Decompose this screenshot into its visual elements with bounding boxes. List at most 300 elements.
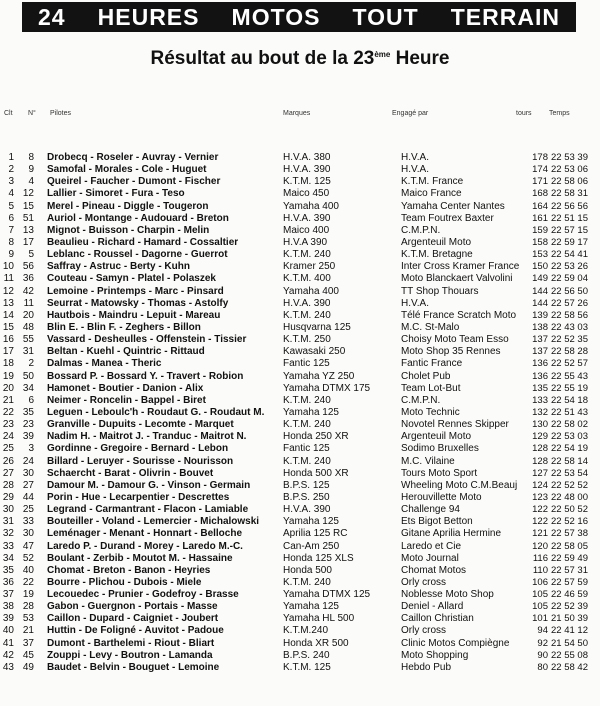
- make-cell: K.T.M. 125: [283, 661, 331, 673]
- entrant-cell: Ets Bigot Betton: [401, 516, 473, 528]
- table-row: [0, 334, 600, 346]
- riders-cell: Saffray - Astruc - Berty - Kuhn: [47, 261, 190, 273]
- bike-number-cell: 3: [28, 443, 34, 455]
- riders-cell: Schaercht - Barat - Olivrin - Bouvet: [47, 467, 214, 479]
- make-cell: H.V.A. 390: [283, 297, 331, 309]
- make-cell: B.P.S. 250: [283, 491, 330, 503]
- entrant-cell: K.T.M. France: [401, 176, 464, 188]
- make-cell: Honda XR 500: [283, 637, 349, 649]
- time-cell: 22 53 06: [551, 164, 588, 176]
- entrant-cell: Noblesse Moto Shop: [401, 589, 494, 601]
- entrant-cell: K.T.M. Bretagne: [401, 249, 473, 261]
- rank-cell: 7: [8, 224, 14, 236]
- entrant-cell: Sodimo Bruxelles: [401, 443, 479, 455]
- bike-number-cell: 49: [22, 661, 34, 673]
- riders-cell: Boulant - Zerbib - Moutot M. - Hassaine: [47, 552, 233, 564]
- riders-cell: Lemoine - Printemps - Marc - Pinsard: [47, 285, 224, 297]
- make-cell: Yamaha DTMX 125: [283, 589, 371, 601]
- rank-cell: 6: [8, 212, 14, 224]
- table-row: [0, 516, 600, 528]
- bike-number-cell: 40: [22, 564, 34, 576]
- entrant-cell: Gitane Aprilia Hermine: [401, 528, 502, 540]
- make-cell: Maico 400: [283, 224, 330, 236]
- table-row: [0, 164, 600, 176]
- rank-cell: 33: [2, 540, 14, 552]
- time-cell: 22 55 19: [551, 382, 588, 394]
- bike-number-cell: 9: [28, 164, 34, 176]
- entrant-cell: Moto Shop 35 Rennes: [401, 346, 501, 358]
- banner-word: TOUT: [352, 3, 419, 30]
- time-cell: 22 59 17: [551, 236, 588, 248]
- rank-cell: 5: [8, 200, 14, 212]
- riders-cell: Lallier - Simoret - Fura - Teso: [47, 188, 185, 200]
- table-row: [0, 152, 600, 164]
- time-cell: 21 54 50: [551, 637, 588, 649]
- laps-cell: 127: [532, 467, 548, 479]
- riders-cell: Bossard P. - Bossard Y. - Travert - Robion: [47, 370, 244, 382]
- make-cell: Aprilia 125 RC: [283, 528, 348, 540]
- table-row: [0, 601, 600, 613]
- banner-word: TERRAIN: [450, 3, 560, 30]
- rank-cell: 30: [2, 504, 14, 516]
- title-banner: [22, 2, 576, 32]
- table-row: [0, 286, 600, 298]
- table-row: [0, 188, 600, 200]
- make-cell: Yamaha DTMX 175: [283, 382, 371, 394]
- bike-number-cell: 6: [28, 394, 34, 406]
- time-cell: 21 50 39: [551, 613, 588, 625]
- entrant-cell: Deniel - Allard: [401, 601, 464, 613]
- entrant-cell: Novotel Rennes Skipper: [401, 419, 509, 431]
- laps-cell: 138: [532, 321, 548, 333]
- riders-cell: Blin E. - Blin F. - Zeghers - Billon: [47, 321, 201, 333]
- rank-cell: 34: [2, 552, 14, 564]
- rank-cell: 43: [2, 661, 14, 673]
- table-row: [0, 298, 600, 310]
- header-clt: Clt: [4, 110, 13, 117]
- time-cell: 22 59 04: [551, 273, 588, 285]
- table-row: [0, 371, 600, 383]
- table-row: [0, 213, 600, 225]
- riders-cell: Legrand - Carmantrant - Flacon - Lamiable: [47, 504, 249, 516]
- table-row: [0, 589, 600, 601]
- time-cell: 22 54 41: [551, 249, 588, 261]
- entrant-cell: Caillon Christian: [401, 613, 474, 625]
- time-cell: 22 58 31: [551, 188, 588, 200]
- table-row: [0, 358, 600, 370]
- time-cell: 22 52 39: [551, 601, 588, 613]
- make-cell: Can-Am 250: [283, 540, 340, 552]
- make-cell: H.V.A. 390: [283, 164, 331, 176]
- time-cell: 22 52 57: [551, 358, 588, 370]
- time-cell: 22 52 16: [551, 516, 588, 528]
- make-cell: K.T.M. 240: [283, 249, 331, 261]
- laps-cell: 136: [532, 370, 548, 382]
- laps-cell: 122: [532, 516, 548, 528]
- laps-cell: 120: [532, 540, 548, 552]
- riders-cell: Gordinne - Gregoire - Bernard - Lebon: [47, 443, 229, 455]
- entrant-cell: Moto Shopping: [401, 649, 469, 661]
- laps-cell: 137: [532, 346, 548, 358]
- time-cell: 22 54 19: [551, 443, 588, 455]
- bike-number-cell: 28: [22, 601, 34, 613]
- laps-cell: 92: [537, 637, 548, 649]
- make-cell: Yamaha YZ 250: [283, 370, 355, 382]
- time-cell: 22 59 49: [551, 552, 588, 564]
- riders-cell: Dumont - Barthelemi - Riout - Bliart: [47, 637, 215, 649]
- laps-cell: 149: [532, 273, 548, 285]
- bike-number-cell: 56: [22, 261, 34, 273]
- riders-cell: Leblanc - Roussel - Dagorne - Guerrot: [47, 249, 228, 261]
- time-cell: 22 58 14: [551, 455, 588, 467]
- time-cell: 22 58 05: [551, 540, 588, 552]
- riders-cell: Baudet - Belvin - Bouguet - Lemoine: [47, 661, 220, 673]
- rank-cell: 36: [2, 576, 14, 588]
- make-cell: Fantic 125: [283, 443, 330, 455]
- entrant-cell: H.V.A.: [401, 164, 429, 176]
- entrant-cell: Laredo et Cie: [401, 540, 462, 552]
- riders-cell: Leménager - Menant - Honnart - Belloche: [47, 528, 243, 540]
- make-cell: Yamaha 125: [283, 516, 339, 528]
- riders-cell: Billard - Leruyer - Sourisse - Nourisson: [47, 455, 234, 467]
- bike-number-cell: 17: [22, 236, 34, 248]
- table-row: [0, 225, 600, 237]
- bike-number-cell: 51: [22, 212, 34, 224]
- make-cell: Maico 450: [283, 188, 330, 200]
- make-cell: Husqvarna 125: [283, 321, 351, 333]
- bike-number-cell: 20: [22, 309, 34, 321]
- riders-cell: Lecouedec - Prunier - Godefroy - Brasse: [47, 589, 239, 601]
- laps-cell: 122: [532, 504, 548, 516]
- time-cell: 22 55 43: [551, 370, 588, 382]
- laps-cell: 159: [532, 224, 548, 236]
- table-row: [0, 528, 600, 540]
- laps-cell: 136: [532, 358, 548, 370]
- header-temps: Temps: [549, 110, 570, 117]
- time-cell: 22 46 59: [551, 589, 588, 601]
- table-row: [0, 431, 600, 443]
- make-cell: Honda 125 XLS: [283, 552, 354, 564]
- entrant-cell: Télé France Scratch Moto: [401, 309, 517, 321]
- rank-cell: 19: [2, 370, 14, 382]
- bike-number-cell: 50: [22, 370, 34, 382]
- make-cell: K.T.M. 125: [283, 176, 331, 188]
- time-cell: 22 52 52: [551, 479, 588, 491]
- time-cell: 22 56 50: [551, 285, 588, 297]
- entrant-cell: Maico France: [401, 188, 462, 200]
- bike-number-cell: 11: [23, 297, 34, 309]
- subtitle-suffix: Heure: [390, 48, 450, 69]
- rank-cell: 4: [8, 188, 14, 200]
- time-cell: 22 50 52: [551, 504, 588, 516]
- bike-number-cell: 13: [22, 224, 34, 236]
- laps-cell: 124: [532, 479, 548, 491]
- table-row: [0, 504, 600, 516]
- time-cell: 22 55 08: [551, 649, 588, 661]
- rank-cell: 24: [2, 431, 14, 443]
- time-cell: 22 52 35: [551, 334, 588, 346]
- bike-number-cell: 4: [28, 176, 34, 188]
- riders-cell: Vassard - Desheulles - Offenstein - Tissier: [47, 334, 247, 346]
- rank-cell: 25: [2, 443, 14, 455]
- make-cell: Yamaha 125: [283, 406, 339, 418]
- make-cell: H.V.A. 390: [283, 504, 331, 516]
- time-cell: 22 43 03: [551, 321, 588, 333]
- bike-number-cell: 33: [22, 516, 34, 528]
- make-cell: Yamaha 400: [283, 285, 339, 297]
- laps-cell: 161: [532, 212, 548, 224]
- time-cell: 22 57 31: [551, 564, 588, 576]
- bike-number-cell: 15: [22, 200, 34, 212]
- entrant-cell: Wheeling Moto C.M.Beauj: [401, 479, 518, 491]
- time-cell: 22 56 56: [551, 200, 588, 212]
- table-row: [0, 625, 600, 637]
- riders-cell: Mignot - Buisson - Charpin - Melin: [47, 224, 210, 236]
- table-row: [0, 468, 600, 480]
- bike-number-cell: 25: [22, 504, 34, 516]
- laps-cell: 128: [532, 443, 548, 455]
- bike-number-cell: 45: [22, 649, 34, 661]
- table-row: [0, 565, 600, 577]
- rank-cell: 18: [2, 358, 14, 370]
- make-cell: H.V.A. 380: [283, 152, 331, 163]
- header-tours: tours: [516, 110, 532, 117]
- rank-cell: 27: [2, 467, 14, 479]
- table-row: [0, 613, 600, 625]
- table-row: [0, 346, 600, 358]
- laps-cell: 133: [532, 394, 548, 406]
- entrant-cell: Clinic Motos Compiègne: [401, 637, 510, 649]
- make-cell: K.T.M. 240: [283, 576, 331, 588]
- bike-number-cell: 30: [22, 528, 34, 540]
- laps-cell: 132: [532, 406, 548, 418]
- laps-cell: 106: [532, 576, 548, 588]
- laps-cell: 174: [532, 164, 548, 176]
- banner-word: 24: [38, 3, 66, 30]
- make-cell: H.V.A. 390: [283, 212, 331, 224]
- laps-cell: 130: [532, 419, 548, 431]
- bike-number-cell: 47: [22, 540, 34, 552]
- time-cell: 22 48 00: [551, 491, 588, 503]
- riders-cell: Nadim H. - Maitrot J. - Tranduc - Maitrot N.: [47, 431, 247, 443]
- riders-cell: Caillon - Dupard - Caigniet - Joubert: [47, 613, 219, 625]
- entrant-cell: Yamaha Center Nantes: [401, 200, 505, 212]
- bike-number-cell: 22: [22, 576, 34, 588]
- time-cell: 22 57 38: [551, 528, 588, 540]
- make-cell: B.P.S. 125: [283, 479, 330, 491]
- entrant-cell: Argenteuil Moto: [401, 431, 472, 443]
- laps-cell: 137: [532, 334, 548, 346]
- riders-cell: Damour M. - Damour G. - Vinson - Germain: [47, 479, 251, 491]
- entrant-cell: C.M.P.N.: [401, 224, 441, 236]
- rank-cell: 9: [8, 249, 14, 261]
- riders-cell: Bouteiller - Voland - Lemercier - Michalowski: [47, 516, 260, 528]
- make-cell: K.T.M. 240: [283, 309, 331, 321]
- rank-cell: 12: [2, 285, 14, 297]
- bike-number-cell: 12: [22, 188, 34, 200]
- table-row: [0, 492, 600, 504]
- entrant-cell: Moto Technic: [401, 406, 460, 418]
- table-row: [0, 638, 600, 650]
- laps-cell: 178: [532, 152, 548, 163]
- riders-cell: Dalmas - Manea - Theric: [47, 358, 162, 370]
- rank-cell: 14: [2, 309, 14, 321]
- table-row: [0, 650, 600, 662]
- header-marques: Marques: [283, 110, 311, 117]
- time-cell: 22 51 15: [551, 212, 588, 224]
- rank-cell: 26: [2, 455, 14, 467]
- time-cell: 22 53 26: [551, 261, 588, 273]
- riders-cell: Drobecq - Roseler - Auvray - Vernier: [47, 152, 219, 163]
- table-row: [0, 176, 600, 188]
- bike-number-cell: 34: [22, 382, 34, 394]
- make-cell: B.P.S. 240: [283, 649, 330, 661]
- rank-cell: 38: [2, 601, 14, 613]
- rank-cell: 3: [8, 176, 14, 188]
- entrant-cell: M.C. Vilaine: [401, 455, 455, 467]
- rank-cell: 40: [2, 625, 14, 637]
- riders-cell: Laredo P. - Durand - Morey - Laredo M.-C.: [47, 540, 243, 552]
- table-row: [0, 237, 600, 249]
- bike-number-cell: 42: [22, 285, 34, 297]
- rank-cell: 28: [2, 479, 14, 491]
- riders-cell: Beltan - Kuehl - Quintric - Rittaud: [47, 346, 205, 358]
- entrant-cell: Moto Journal: [401, 552, 459, 564]
- riders-cell: Porin - Hue - Lecarpentier - Descrettes: [47, 491, 230, 503]
- entrant-cell: Fantic France: [401, 358, 463, 370]
- laps-cell: 129: [532, 431, 548, 443]
- make-cell: K.T.M. 240: [283, 455, 331, 467]
- bike-number-cell: 24: [22, 455, 34, 467]
- entrant-cell: Choisy Moto Team Esso: [401, 334, 509, 346]
- time-cell: 22 41 12: [551, 625, 588, 637]
- riders-cell: Chomat - Breton - Banon - Heyries: [47, 564, 211, 576]
- rank-cell: 8: [8, 236, 14, 248]
- time-cell: 22 58 56: [551, 309, 588, 321]
- entrant-cell: H.V.A.: [401, 152, 429, 163]
- make-cell: Yamaha 400: [283, 200, 339, 212]
- entrant-cell: Tours Moto Sport: [401, 467, 478, 479]
- bike-number-cell: 39: [22, 431, 34, 443]
- rank-cell: 35: [2, 564, 14, 576]
- make-cell: Yamaha HL 500: [283, 613, 355, 625]
- bike-number-cell: 2: [28, 358, 34, 370]
- riders-cell: Beaulieu - Richard - Hamard - Cossaltier: [47, 236, 239, 248]
- table-row: [0, 407, 600, 419]
- laps-cell: 101: [532, 613, 548, 625]
- make-cell: H.V.A 390: [283, 236, 328, 248]
- laps-cell: 105: [532, 601, 548, 613]
- laps-cell: 123: [532, 491, 548, 503]
- entrant-cell: Team Lot-But: [401, 382, 461, 394]
- riders-cell: Neimer - Roncelin - Bappel - Biret: [47, 394, 206, 406]
- table-row: [0, 261, 600, 273]
- laps-cell: 116: [532, 552, 548, 564]
- rank-cell: 10: [2, 261, 14, 273]
- riders-cell: Huttin - De Foligné - Auvitot - Padoue: [47, 625, 224, 637]
- bike-number-cell: 21: [22, 625, 34, 637]
- bike-number-cell: 52: [22, 552, 34, 564]
- time-cell: 22 53 03: [551, 431, 588, 443]
- rank-cell: 22: [2, 406, 14, 418]
- riders-cell: Samofal - Morales - Cole - Huguet: [47, 164, 207, 176]
- table-row: [0, 541, 600, 553]
- rank-cell: 13: [2, 297, 14, 309]
- riders-cell: Auriol - Montange - Audouard - Breton: [47, 212, 229, 224]
- bike-number-cell: 35: [22, 406, 34, 418]
- time-cell: 22 58 02: [551, 419, 588, 431]
- laps-cell: 90: [537, 649, 548, 661]
- entrant-cell: C.M.P.N.: [401, 394, 441, 406]
- laps-cell: 153: [532, 249, 548, 261]
- table-row: [0, 419, 600, 431]
- time-cell: 22 57 15: [551, 224, 588, 236]
- table-row: [0, 456, 600, 468]
- bike-number-cell: 37: [22, 637, 34, 649]
- table-row: [0, 249, 600, 261]
- riders-cell: Bourre - Plichou - Dubois - Miele: [47, 576, 202, 588]
- time-cell: 22 53 39: [551, 152, 588, 163]
- bike-number-cell: 53: [22, 613, 34, 625]
- rank-cell: 29: [2, 491, 14, 503]
- riders-cell: Hamonet - Boutier - Danion - Alix: [47, 382, 204, 394]
- time-cell: 22 57 59: [551, 576, 588, 588]
- table-row: [0, 443, 600, 455]
- rank-cell: 16: [2, 334, 14, 346]
- laps-cell: 158: [532, 236, 548, 248]
- rank-cell: 31: [2, 516, 14, 528]
- page-subtitle: [0, 48, 600, 70]
- entrant-cell: Inter Cross Kramer France: [401, 261, 520, 273]
- entrant-cell: Herouvillette Moto: [401, 491, 482, 503]
- time-cell: 22 58 28: [551, 346, 588, 358]
- entrant-cell: Orly cross: [401, 576, 446, 588]
- make-cell: K.T.M. 240: [283, 394, 331, 406]
- rank-cell: 17: [2, 346, 14, 358]
- laps-cell: 128: [532, 455, 548, 467]
- rank-cell: 37: [2, 589, 14, 601]
- subtitle-superscript: ème: [374, 50, 391, 59]
- laps-cell: 94: [537, 625, 548, 637]
- laps-cell: 110: [532, 564, 548, 576]
- table-row: [0, 662, 600, 674]
- laps-cell: 171: [532, 176, 548, 188]
- make-cell: K.T.M.240: [283, 625, 329, 637]
- results-table: [0, 152, 600, 674]
- table-row: [0, 383, 600, 395]
- entrant-cell: Cholet Pub: [401, 370, 451, 382]
- header-engage: Engagé par: [392, 110, 429, 117]
- riders-cell: Seurrat - Matowsky - Thomas - Astolfy: [47, 297, 229, 309]
- laps-cell: 150: [532, 261, 548, 273]
- banner-word: MOTOS: [231, 3, 321, 30]
- rank-cell: 15: [2, 321, 14, 333]
- time-cell: 22 57 26: [551, 297, 588, 309]
- laps-cell: 168: [532, 188, 548, 200]
- make-cell: Fantic 125: [283, 358, 330, 370]
- make-cell: Honda 500 XR: [283, 467, 349, 479]
- bike-number-cell: 55: [22, 334, 34, 346]
- laps-cell: 80: [537, 661, 548, 673]
- bike-number-cell: 19: [22, 589, 34, 601]
- table-row: [0, 395, 600, 407]
- bike-number-cell: 8: [28, 152, 34, 163]
- riders-cell: Queirel - Faucher - Dumont - Fischer: [47, 176, 221, 188]
- rank-cell: 41: [2, 637, 14, 649]
- table-row: [0, 201, 600, 213]
- bike-number-cell: 27: [22, 479, 34, 491]
- entrant-cell: H.V.A.: [401, 297, 429, 309]
